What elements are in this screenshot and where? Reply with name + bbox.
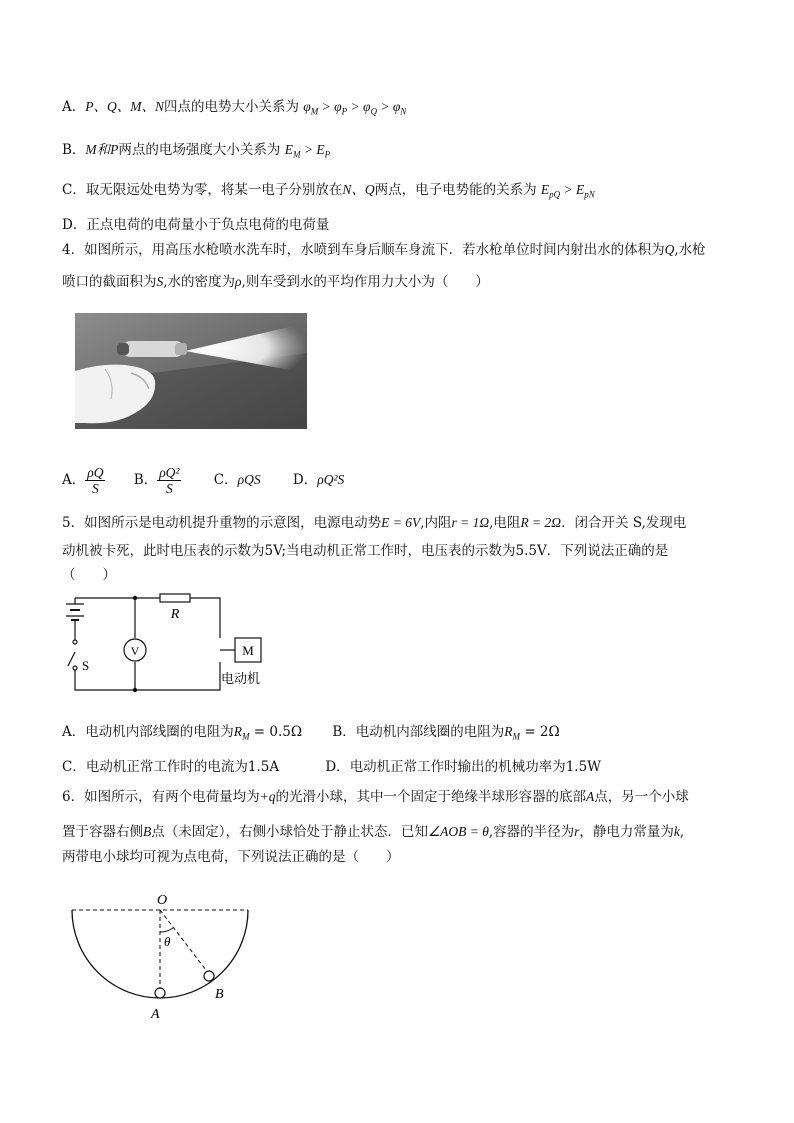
water-gun-photo	[75, 313, 307, 429]
q3-option-d: D．正点电荷的电荷量小于负点电荷的电荷量	[62, 217, 330, 233]
q3-a-points: P、Q、M、N	[85, 99, 164, 114]
q3-c-points: N、Q	[342, 182, 375, 197]
switch-label: S	[82, 658, 90, 673]
motor-label: M	[242, 643, 254, 658]
theta-label: θ	[164, 934, 171, 949]
point-o-label: O	[157, 893, 168, 908]
q4-option-c: C．ρQS	[213, 471, 261, 488]
q4-option-a: A． $\frac{\rho Q}{S}$	[62, 464, 104, 496]
ball-a	[155, 988, 165, 998]
ball-b	[204, 971, 214, 981]
q5-option-a: A．电动机内部线圈的电阻为$R_M = 0.5\Omega$	[62, 724, 303, 742]
q3-b-points: M和P	[85, 142, 119, 157]
motor-caption: 电动机	[221, 672, 261, 687]
q3-c-relation: $E_{pQ} > E_{pN}$	[540, 182, 595, 200]
q3-a-relation: $\varphi_M > \varphi_P > \varphi_Q > \varphi_N$	[303, 99, 407, 117]
q6-stem-line1: 6．如图所示，有两个电荷量均为+q的光滑小球，其中一个固定于绝缘半球形容器的底部A点，另一个小球	[62, 789, 689, 805]
q3-option-a: A．P、Q、M、N四点的电势大小关系为 $\varphi_M > \varphi_P > \varphi_Q > \varphi_N$	[62, 99, 407, 117]
q6-stem-line2: 置于容器右侧B点（未固定），右侧小球恰处于静止状态．已知∠AOB = θ,容器的半径为r，静电力常量为k,	[62, 824, 685, 840]
point-a-label: A	[151, 1007, 160, 1022]
q5-options-row2	[62, 757, 601, 777]
q5-stem-line1: 5．如图所示是电动机提升重物的示意图，电源电动势E = 6V,内阻r = 1Ω,电阻R = 2Ω．闭合开关 S,发现电	[62, 515, 687, 531]
q3-option-c: C．取无限远处电势为零，将某一电子分别放在N、Q两点，电子电势能的关系为 $E_{pQ} > E_{pN}$	[62, 182, 595, 200]
q5-options-row1	[62, 722, 560, 747]
q5-stem-line3: （ ）	[62, 567, 116, 583]
q3-b-relation: $E_M > E_P$	[284, 142, 331, 160]
q5-stem-line2: 动机被卡死，此时电压表的示数为5V;当电动机正常工作时，电压表的示数为5.5V．下列说法正确的是	[62, 543, 669, 559]
motor-circuit-diagram	[60, 590, 280, 705]
voltmeter-label: V	[130, 644, 140, 658]
q4-stem-line1: 4．如图所示，用高压水枪喷水洗车时，水喷到车身后顺车身流下．若水枪单位时间内射出水的体积为Q,水枪	[62, 242, 706, 258]
q4-option-b: B． $\frac{\text{ρQ²}}{S}$	[133, 464, 180, 496]
resistor-label: R	[170, 607, 180, 622]
q3-option-b: B．M和P两点的电场强度大小关系为 $E_M > E_P$	[62, 142, 331, 160]
q4-options	[62, 462, 344, 496]
point-b-label: B	[215, 987, 224, 1002]
q5-option-b: B．电动机内部线圈的电阻为$R_M = 2\Omega$	[332, 724, 560, 742]
q4-stem-line2: 喷口的截面积为S,水的密度为ρ,则车受到水的平均作用力大小为（ ）	[62, 274, 489, 290]
q5-option-d: D．电动机正常工作时输出的机械功率为1.5W	[325, 759, 602, 775]
q6-stem-line3: 两带电小球均可视为点电荷，下列说法正确的是（ ）	[62, 849, 400, 865]
q5-option-c: C．电动机正常工作时的电流为1.5A	[62, 759, 280, 775]
q4-option-d: D．ρQ²S	[292, 471, 345, 488]
hemisphere-container-diagram	[60, 888, 260, 1023]
